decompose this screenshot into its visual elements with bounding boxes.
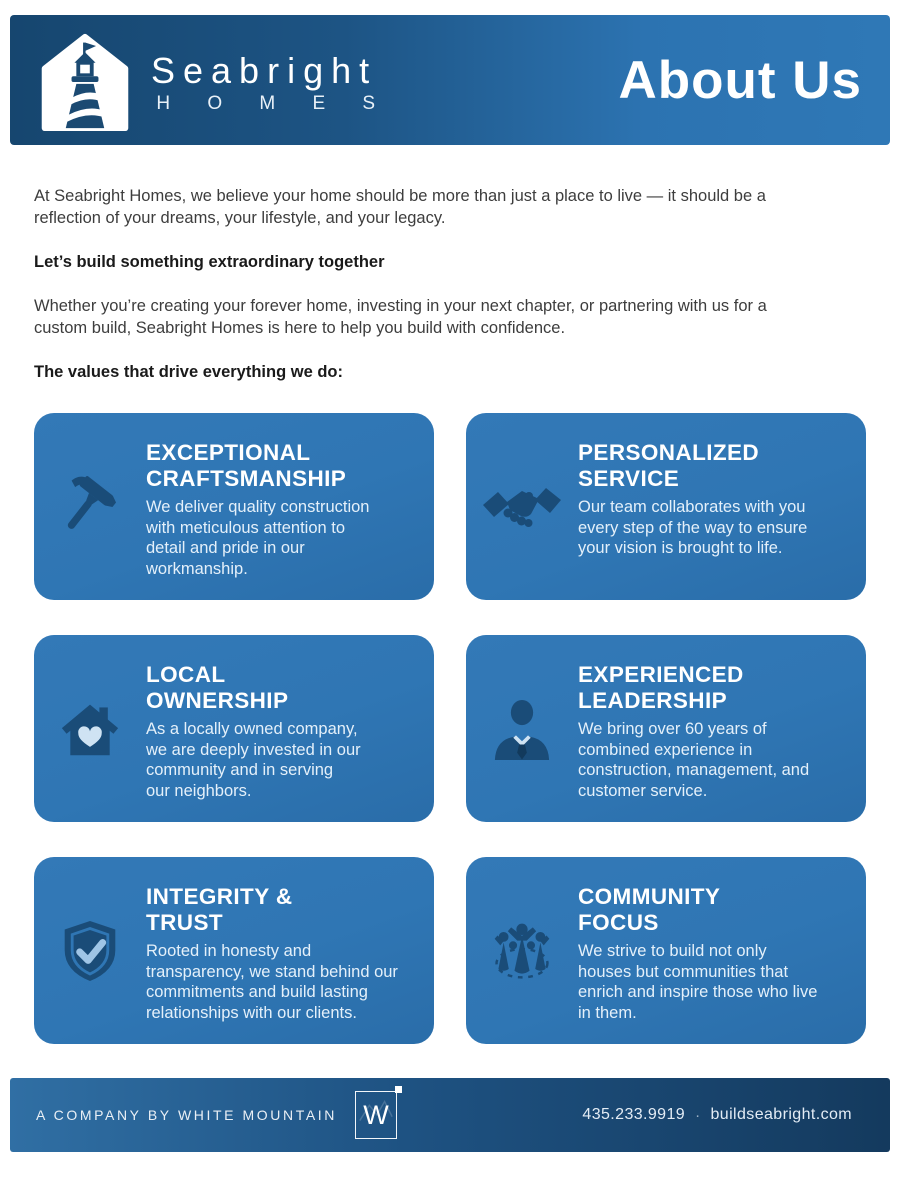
mountain-outline-icon xyxy=(356,1092,396,1138)
card-title: INTEGRITY & TRUST xyxy=(146,884,293,935)
card-title: COMMUNITY FOCUS xyxy=(578,884,721,935)
footer-contact xyxy=(582,1106,852,1124)
shield-check-icon xyxy=(60,918,120,984)
footer-left xyxy=(36,1091,397,1139)
header-banner xyxy=(10,15,890,145)
value-card-personalized-service xyxy=(466,413,866,600)
footer-bar xyxy=(10,1078,890,1152)
card-icon-area xyxy=(466,413,578,600)
brand-lockup xyxy=(35,26,392,134)
card-description: Our team collaborates with you every step of the way to ensure your vision is brought to life. xyxy=(578,498,808,557)
card-text-area xyxy=(578,413,866,600)
brand-subtitle: H O M E S xyxy=(156,93,392,115)
card-text-area xyxy=(146,857,434,1044)
card-description: We deliver quality construction with meticulous attention to detail and pride in our workmanship. xyxy=(146,498,370,578)
card-text-area xyxy=(146,413,434,600)
card-description: As a locally owned company, we are deeply invested in our community and in serving our neighbors. xyxy=(146,720,361,800)
brand-text xyxy=(151,49,392,116)
handshake-icon xyxy=(483,481,561,533)
page-title: About Us xyxy=(618,50,862,110)
card-description: Rooted in honesty and transparency, we stand behind our commitments and build lasting relationships with our clients. xyxy=(146,942,398,1022)
card-title: EXCEPTIONAL CRAFTSMANSHIP xyxy=(146,440,347,491)
card-description: We bring over 60 years of combined experience in construction, management, and customer service. xyxy=(578,720,810,800)
white-mountain-logo xyxy=(355,1091,397,1139)
value-card-experienced-leadership xyxy=(466,635,866,822)
card-title: PERSONALIZED SERVICE xyxy=(578,440,760,491)
about-us-page xyxy=(0,15,900,1152)
card-text-area xyxy=(578,635,866,822)
phone-link[interactable]: 435.233.9919 xyxy=(582,1106,686,1123)
house-heart-icon xyxy=(60,700,120,758)
card-icon-area xyxy=(34,857,146,1044)
card-icon-area xyxy=(466,857,578,1044)
business-person-icon xyxy=(491,697,553,761)
brand-name: Seabright xyxy=(151,49,378,91)
value-card-integrity-trust xyxy=(34,857,434,1044)
card-icon-area xyxy=(34,413,146,600)
values-grid xyxy=(34,413,866,1044)
community-people-icon xyxy=(489,918,555,984)
main-content xyxy=(0,185,900,1044)
intro-paragraph-1: At Seabright Homes, we believe your home should be more than just a place to live — it should be a reflection of your dreams, your lifestyle, and your legacy. xyxy=(34,187,766,227)
card-title: LOCAL OWNERSHIP xyxy=(146,662,289,713)
hammer-icon xyxy=(59,474,121,540)
value-card-local-ownership xyxy=(34,635,434,822)
intro-heading-extraordinary: Let’s build something extraordinary together xyxy=(34,253,385,271)
logo-letter: W xyxy=(363,1099,389,1130)
intro-paragraph-2: Whether you’re creating your forever home, investing in your next chapter, or partnering with us for a custom build, Seabright Homes is here to help you build with confidence. xyxy=(34,297,767,337)
card-text-area xyxy=(578,857,866,1044)
seabright-lighthouse-logo xyxy=(35,30,135,134)
separator-dot: · xyxy=(695,1106,701,1124)
logo-corner-dot xyxy=(395,1086,402,1093)
values-heading: The values that drive everything we do: xyxy=(34,363,343,381)
company-byline: A COMPANY BY WHITE MOUNTAIN xyxy=(36,1107,337,1123)
card-description: We strive to build not only houses but communities that enrich and inspire those who live in them. xyxy=(578,942,818,1022)
value-card-exceptional-craftsmanship xyxy=(34,413,434,600)
value-card-community-focus xyxy=(466,857,866,1044)
website-link[interactable]: buildseabright.com xyxy=(710,1106,852,1123)
card-text-area xyxy=(146,635,434,822)
card-icon-area xyxy=(466,635,578,822)
card-icon-area xyxy=(34,635,146,822)
card-title: EXPERIENCED LEADERSHIP xyxy=(578,662,744,713)
